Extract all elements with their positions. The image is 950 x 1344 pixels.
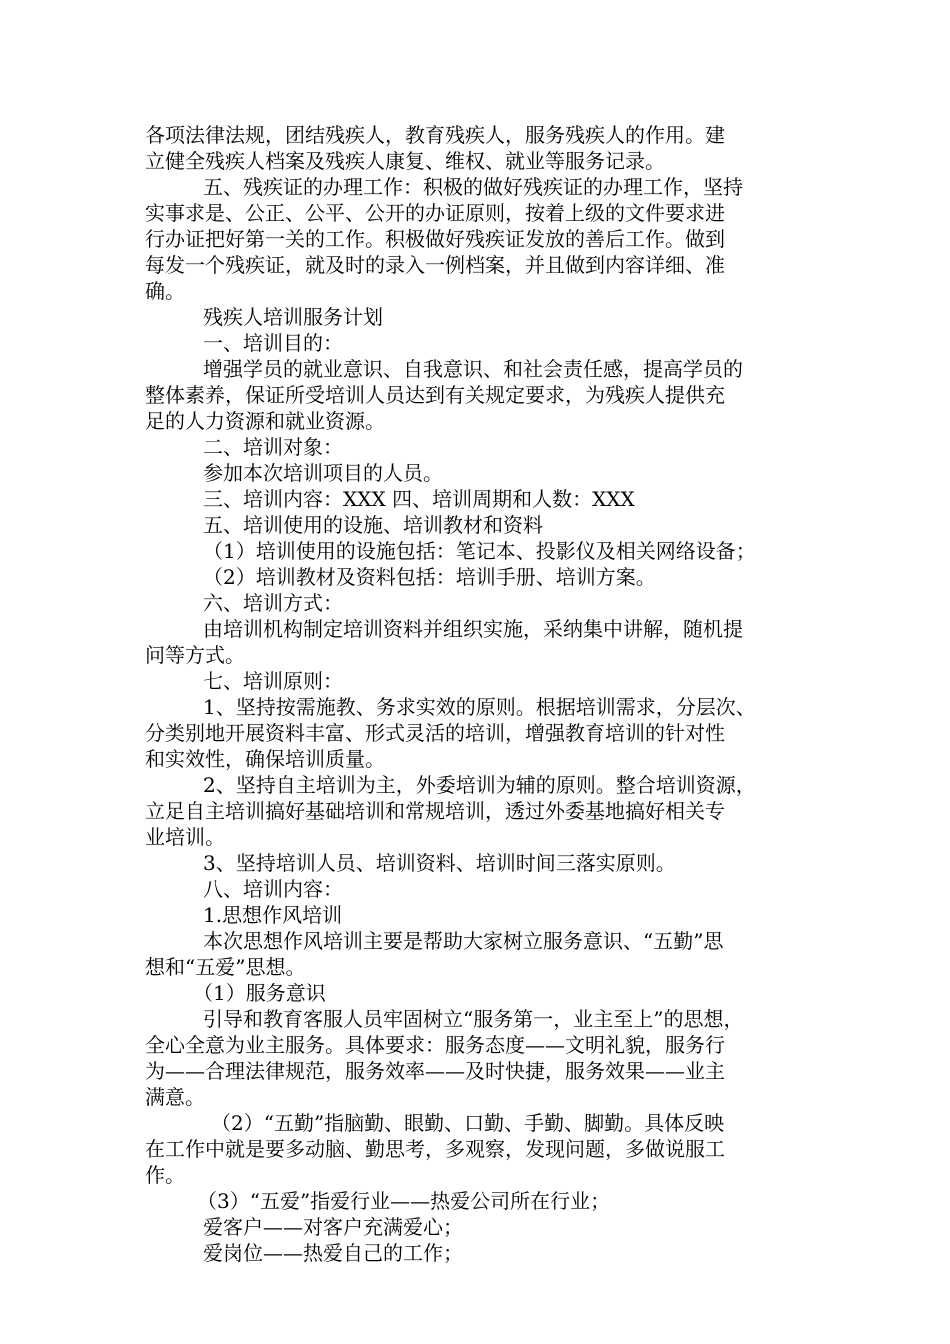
list-item: （1）培训使用的设施包括：笔记本、投影仪及相关网络设备； xyxy=(203,539,756,563)
text-line: 为——合理法律规范，服务效率——及时快捷，服务效果——业主 xyxy=(145,1059,725,1083)
list-item: （3）“五爱”指爱行业——热爱公司所在行业； xyxy=(197,1189,611,1213)
text-line: 五、残疾证的办理工作：积极的做好残疾证的办理工作，坚持 xyxy=(203,175,743,199)
text-line: 想和“五爱”思想。 xyxy=(145,955,306,979)
text-line: 全心全意为业主服务。具体要求：服务态度——文明礼貌，服务行 xyxy=(145,1033,725,1057)
section-heading: 八、培训内容： xyxy=(203,877,343,901)
text-line: 在工作中就是要多动脑、勤思考，多观察，发现问题，多做说服工 xyxy=(145,1137,725,1161)
text-line: 立健全残疾人档案及残疾人康复、维权、就业等服务记录。 xyxy=(145,149,665,173)
section-title: 残疾人培训服务计划 xyxy=(203,305,383,329)
text-line: 每发一个残疾证，就及时的录入一例档案，并且做到内容详细、准 xyxy=(145,253,725,277)
list-item: 爱客户——对客户充满爱心； xyxy=(203,1215,463,1239)
list-item: （2）培训教材及资料包括：培训手册、培训方案。 xyxy=(203,565,656,589)
section-heading: 二、培训对象： xyxy=(203,435,343,459)
text-line: 行办证把好第一关的工作。积极做好残疾证发放的善后工作。做到 xyxy=(145,227,725,251)
text-line: 分类别地开展资料丰富、形式灵活的培训，增强教育培训的针对性 xyxy=(145,721,725,745)
section-heading: 一、培训目的： xyxy=(203,331,343,355)
section-heading: 三、培训内容：XXX 四、培训周期和人数：XXX xyxy=(203,487,635,511)
document-body xyxy=(145,122,815,1266)
text-line: 本次思想作风培训主要是帮助大家树立服务意识、“五勤”思 xyxy=(203,929,724,953)
section-heading: 六、培训方式： xyxy=(203,591,343,615)
text-line: 各项法律法规，团结残疾人，教育残疾人，服务残疾人的作用。建 xyxy=(145,123,725,147)
text-line: 作。 xyxy=(145,1163,185,1187)
text-line: 参加本次培训项目的人员。 xyxy=(203,461,443,485)
text-line: 业培训。 xyxy=(145,825,225,849)
text-line: 由培训机构制定培训资料并组织实施，采纳集中讲解，随机提 xyxy=(203,617,743,641)
section-heading: 七、培训原则： xyxy=(203,669,343,693)
text-line: 满意。 xyxy=(145,1085,205,1109)
section-heading: 五、培训使用的设施、培训教材和资料 xyxy=(203,513,543,537)
text-line: 和实效性，确保培训质量。 xyxy=(145,747,385,771)
text-line: 足的人力资源和就业资源。 xyxy=(145,409,385,433)
text-line: 增强学员的就业意识、自我意识、和社会责任感，提高学员的 xyxy=(203,357,743,381)
subsection-heading: （1）服务意识 xyxy=(193,981,326,1005)
list-item: 1、坚持按需施教、务求实效的原则。根据培训需求，分层次、 xyxy=(203,695,756,719)
text-line: 问等方式。 xyxy=(145,643,245,667)
text-line: 立足自主培训搞好基础培训和常规培训，透过外委基地搞好相关专 xyxy=(145,799,725,823)
list-item: 3、坚持培训人员、培训资料、培训时间三落实原则。 xyxy=(203,851,676,875)
text-line: 实事求是、公正、公平、公开的办证原则，按着上级的文件要求进 xyxy=(145,201,725,225)
list-item: 2、坚持自主培训为主，外委培训为辅的原则。整合培训资源， xyxy=(203,773,756,797)
text-line: 整体素养，保证所受培训人员达到有关规定要求，为残疾人提供充 xyxy=(145,383,725,407)
list-item: 爱岗位——热爱自己的工作； xyxy=(203,1241,463,1265)
list-item: （2）“五勤”指脑勤、眼勤、口勤、手勤、脚勤。具体反映 xyxy=(211,1111,725,1135)
subsection-heading: 1.思想作风培训 xyxy=(203,903,343,927)
text-line: 确。 xyxy=(145,279,185,303)
text-line: 引导和教育客服人员牢固树立“服务第一，业主至上”的思想， xyxy=(203,1007,744,1031)
